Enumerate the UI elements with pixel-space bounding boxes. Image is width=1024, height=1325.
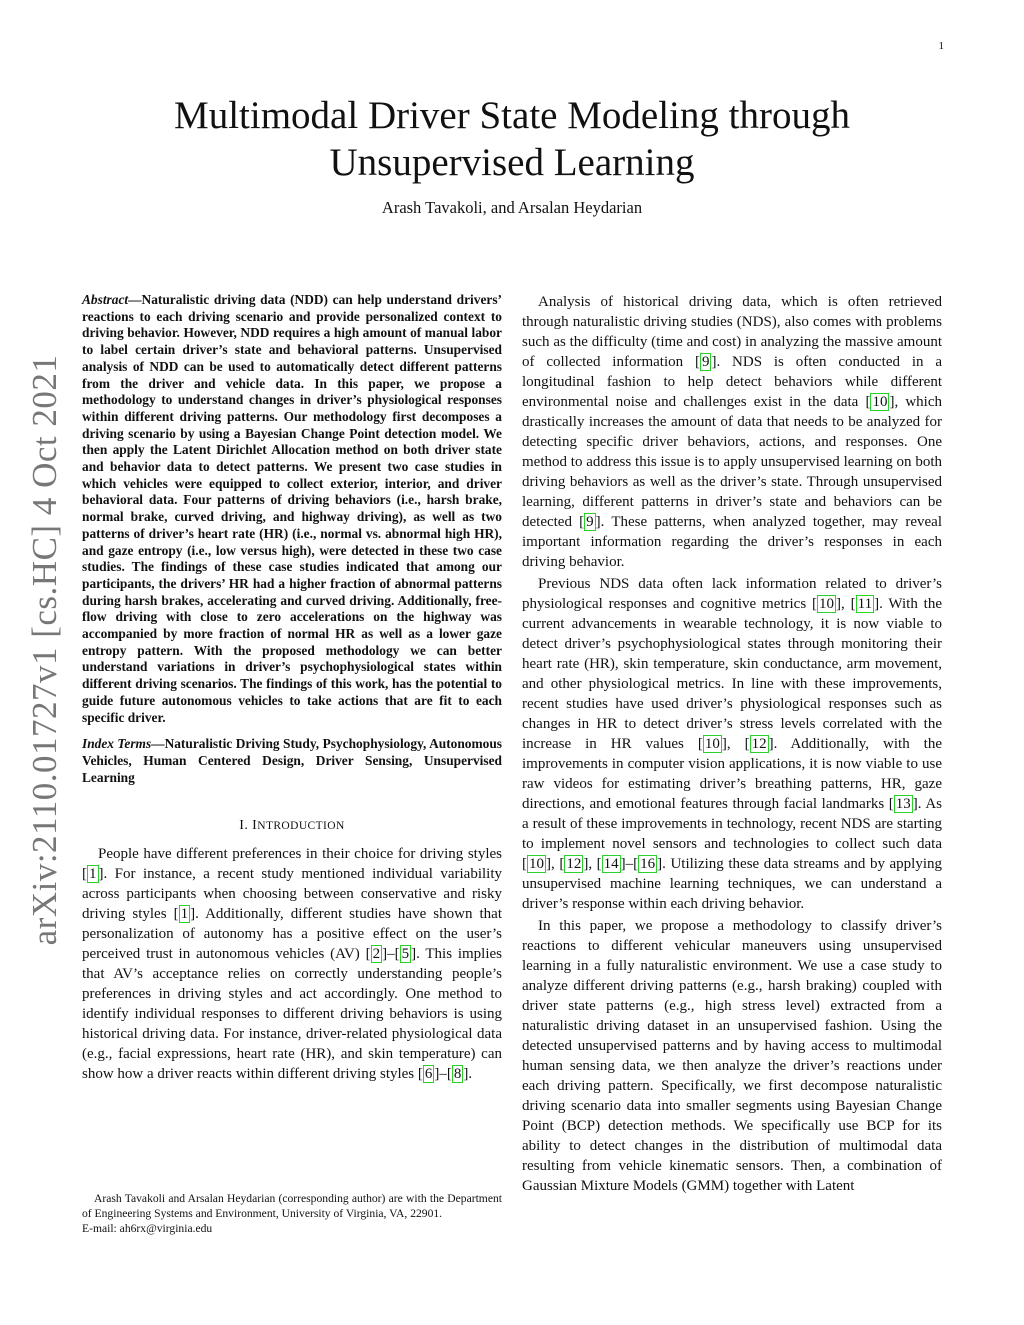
body-paragraph: [522, 916, 942, 1196]
citation-link[interactable]: 9: [701, 354, 710, 370]
citation-bracket: [: [596, 856, 602, 872]
text-run: ,: [551, 856, 560, 872]
citation-link[interactable]: 10: [704, 736, 720, 752]
text-run: Previous NDS data often lack information related to driver’s physiological responses and cognitive metrics: [522, 576, 942, 612]
citation-bracket: [: [446, 1066, 452, 1083]
footnote-affiliation: Arash Tavakoli and Arsalan Heydarian (corresponding author) are with the Department of Engineering Systems and Environment, University of Virginia, VA, 22901.: [82, 1192, 502, 1220]
body-paragraph: [522, 292, 942, 572]
citation-link[interactable]: 12: [566, 856, 582, 872]
citation-bracket: ]: [434, 1066, 440, 1083]
citation-link[interactable]: 1: [89, 866, 97, 883]
arxiv-identifier-text: arXiv:2110.01727v1 [cs.HC] 4 Oct 2021: [25, 354, 64, 946]
citation-bracket: [: [173, 906, 179, 923]
text-run: ,: [841, 596, 851, 612]
citation-bracket: ]: [190, 906, 196, 923]
arxiv-identifier-stamp: [25, 354, 65, 946]
citation-bracket: [: [559, 856, 565, 872]
citation-bracket: [: [365, 946, 371, 963]
citation-link[interactable]: 16: [640, 856, 656, 872]
text-run: . Additionally, different studies have shown that personalization of autonomy has a positive effect on the user’s perceived trust in autonomous vehicles (AV): [82, 906, 503, 963]
citation-bracket: ]: [98, 866, 104, 883]
author-list: Arash Tavakoli, and Arsalan Heydarian: [381, 198, 643, 217]
citation-bracket: [: [694, 354, 700, 370]
text-run: People have different preferences in their choice for driving styles: [98, 846, 502, 863]
text-run: . With the current advancements in wearable technology, it is now viable to detect driver’s psychophysiological states through monitoring their heart rate (HR), skin temperature, skin conductance, arm movement, and other physiological metrics. In line with these improvements, recent studies have used driver’s physiological responses such as changes in HR to detect driver’s stress levels correlated with the increase in HR values: [522, 596, 942, 752]
text-run: . For instance, a recent study mentioned individual variability across participants when choosing between conservative and risky driving styles: [82, 866, 502, 923]
index-terms: [82, 736, 502, 786]
text-run: –: [625, 856, 634, 872]
citation-link[interactable]: 1: [180, 906, 189, 923]
text-run: . Utilizing these data streams and by applying unsupervised machine learning techniques, we can understand a driver’s response within each driving behavior.: [522, 856, 943, 912]
citation-bracket: [: [82, 866, 87, 883]
citation-bracket: [: [850, 596, 856, 612]
section-numeral: I.: [239, 818, 249, 834]
citation-bracket: [: [394, 946, 400, 963]
citation-link[interactable]: 2: [372, 946, 381, 963]
left-column: [82, 292, 502, 1084]
citation-bracket: [: [744, 736, 750, 752]
citation-bracket: ]: [546, 856, 551, 872]
text-run: . As a result of these improvements in technology, recent NDS are starting to implement novel sensors and technologies to collect such data: [522, 796, 942, 852]
citation-link[interactable]: 9: [586, 514, 594, 530]
citation-bracket: [: [417, 1066, 423, 1083]
abstract: [82, 292, 502, 726]
citation-bracket: ]: [889, 394, 895, 410]
citation-bracket: ]: [620, 856, 626, 872]
citation-link[interactable]: 5: [401, 946, 410, 963]
text-run: . These patterns, when analyzed together, may reveal important information regarding the driver’s responses in each driving behavior.: [522, 514, 942, 570]
citation-bracket: ]: [836, 596, 842, 612]
citation-bracket: [: [633, 856, 639, 872]
citation-link[interactable]: 8: [453, 1066, 462, 1083]
text-run: ,: [588, 856, 597, 872]
citation-link[interactable]: 13: [895, 796, 911, 812]
citation-bracket: ]: [657, 856, 663, 872]
author-footnote: [82, 1191, 502, 1236]
citation-bracket: ]: [721, 736, 727, 752]
citation-link[interactable]: 10: [819, 596, 835, 612]
text-run: ,: [726, 736, 745, 752]
text-run: . Additionally, with the improvements in computer vision applications, it is now viable to use raw videos for estimating driver’s breathing patterns, HR, gaze directions, and emotional features through facial landmarks: [522, 736, 942, 812]
text-run: In this paper, we propose a methodology to classify driver’s reactions to different vehicular maneuvers using unsupervised learning in a fully naturalistic environment. We use a case study to analyze different driving patterns (e.g., harsh braking) coupled with driver state patterns (e.g., high stress level) extracted from a naturalistic driving dataset in an unsupervised fashion. Using the detected unsupervised patterns and by having access to multimodal human sensing data, we then analyze the driver’s reactions under each driving pattern. Specifically, we first decompose naturalistic driving scenario data into smaller segments using Bayesian Change Point (BCP) detection methods. We specifically use BCP for its ability to detect changes in the distribution of multimodal data resulting from vehicle kinematic sensors. Then, a combination of Gaussian Mixture Models (GMM) together with Latent: [522, 918, 942, 1194]
citation-bracket: [: [697, 736, 703, 752]
intro-paragraph: [82, 844, 502, 1084]
index-terms-dash: —: [151, 736, 165, 752]
text-run: –: [387, 946, 395, 963]
text-run: .: [468, 1066, 473, 1083]
text-run: . This implies that AV’s acceptance relies on correctly understanding people’s preferences in driving styles and act accordingly. One method to identify individual responses to different driving behaviors is using historical driving data. For instance, driver-related physiological data (e.g., facial expressions, heart rate (HR), and skin temperature) can show how a driver reacts within different driving styles: [82, 946, 503, 1083]
citation-link[interactable]: 6: [424, 1066, 433, 1083]
citation-link[interactable]: 14: [603, 856, 619, 872]
citation-bracket: ]: [382, 946, 388, 963]
text-run: –: [439, 1066, 447, 1083]
page-number: 1: [938, 40, 944, 52]
citation-link[interactable]: 11: [857, 596, 873, 612]
citation-bracket: ]: [768, 736, 774, 752]
abstract-text: Naturalistic driving data (NDD) can help understand drivers’ reactions to each driving scenario and provide personalized context to driving behavior. However, NDD requires a high amount of manual labor to label certain driver’s state and behavioral patterns. Unsupervised analysis of NDD can be used to automatically detect different patterns from the driver and vehicle data. In this paper, we propose a methodology to understand changes in driver’s physiological responses within different driving patterns. Our methodology first decomposes a driving scenario by using a Bayesian Change Point detection model. We then apply the Latent Dirichlet Allocation method on both driver state and behavior data to detect patterns. We present two case studies in which vehicles were equipped to collect exterior, interior, and driver behavioral data. Four patterns of driving behaviors (i.e., harsh brake, normal brake, curved driving, and highway driving), as well as two patterns of driver’s heart rate (HR) (i.e., normal vs. abnormal high HR), and gaze entropy (i.e., low versus high), were detected in these two case studies. The findings of these case studies indicated that among our participants, the drivers’ HR had a higher fraction of abnormal patterns during harsh brakes, accelerating and curved driving. Additionally, free-flow driving with close to zero accelerations on the highway was accompanied by more fraction of normal HR as well as a lower gaze entropy pattern. With the proposed methodology we can better understand variations in driver’s psychophysiological states within different driving scenarios. The findings of this work, has the potential to guide future autonomous vehicles to take actions that are fit to each specific driver.: [82, 292, 502, 725]
citation-link[interactable]: 10: [872, 394, 888, 410]
section-initial: I: [252, 818, 258, 834]
citation-bracket: ]: [595, 514, 601, 530]
paper-title: Multimodal Driver State Modeling through Unsupervised Learning: [174, 94, 850, 184]
citation-link[interactable]: 12: [751, 736, 767, 752]
section-rest: NTRODUCTION: [257, 820, 345, 833]
index-terms-text: Naturalistic Driving Study, Psychophysiology, Autonomous Vehicles, Human Centered Design, Driver Sensing, Unsupervised Learning: [82, 736, 502, 785]
citation-bracket: ]: [463, 1066, 469, 1083]
citation-bracket: ]: [874, 596, 880, 612]
right-column: [522, 292, 942, 1198]
citation-bracket: [: [812, 596, 818, 612]
citation-link[interactable]: 10: [529, 856, 544, 872]
body-paragraph: [522, 574, 942, 914]
text-run: . NDS is often conducted in a longitudinal fashion to help detect behaviors while different environmental noise and challenges exist in the data: [522, 354, 942, 410]
citation-bracket: ]: [411, 946, 417, 963]
citation-bracket: [: [888, 796, 894, 812]
citation-bracket: [: [579, 514, 585, 530]
abstract-label: Abstract: [82, 292, 129, 307]
citation-bracket: ]: [711, 354, 717, 370]
section-heading-introduction: [82, 818, 502, 834]
index-terms-label: Index Terms: [82, 736, 152, 752]
abstract-dash: —: [128, 292, 142, 307]
text-run: , which drastically increases the amount of data that needs to be analyzed for detecting specific driver behaviors, actions, and responses. One method to address this issue is to apply unsupervised learning on both driving behaviors as well as the driver’s state. Through unsupervised learning, different patterns in driver’s state and behaviors can be detected: [522, 394, 942, 530]
citation-bracket: ]: [583, 856, 589, 872]
citation-bracket: ]: [912, 796, 918, 812]
citation-bracket: [: [865, 394, 871, 410]
text-run: Analysis of historical driving data, which is often retrieved through naturalistic driving studies (NDS), also comes with problems such as the difficulty (time and cost) in analyzing the massive amount of collected information: [522, 294, 942, 370]
footnote-email: E-mail: ah6rx@virginia.edu: [82, 1222, 213, 1235]
citation-bracket: [: [522, 856, 527, 872]
